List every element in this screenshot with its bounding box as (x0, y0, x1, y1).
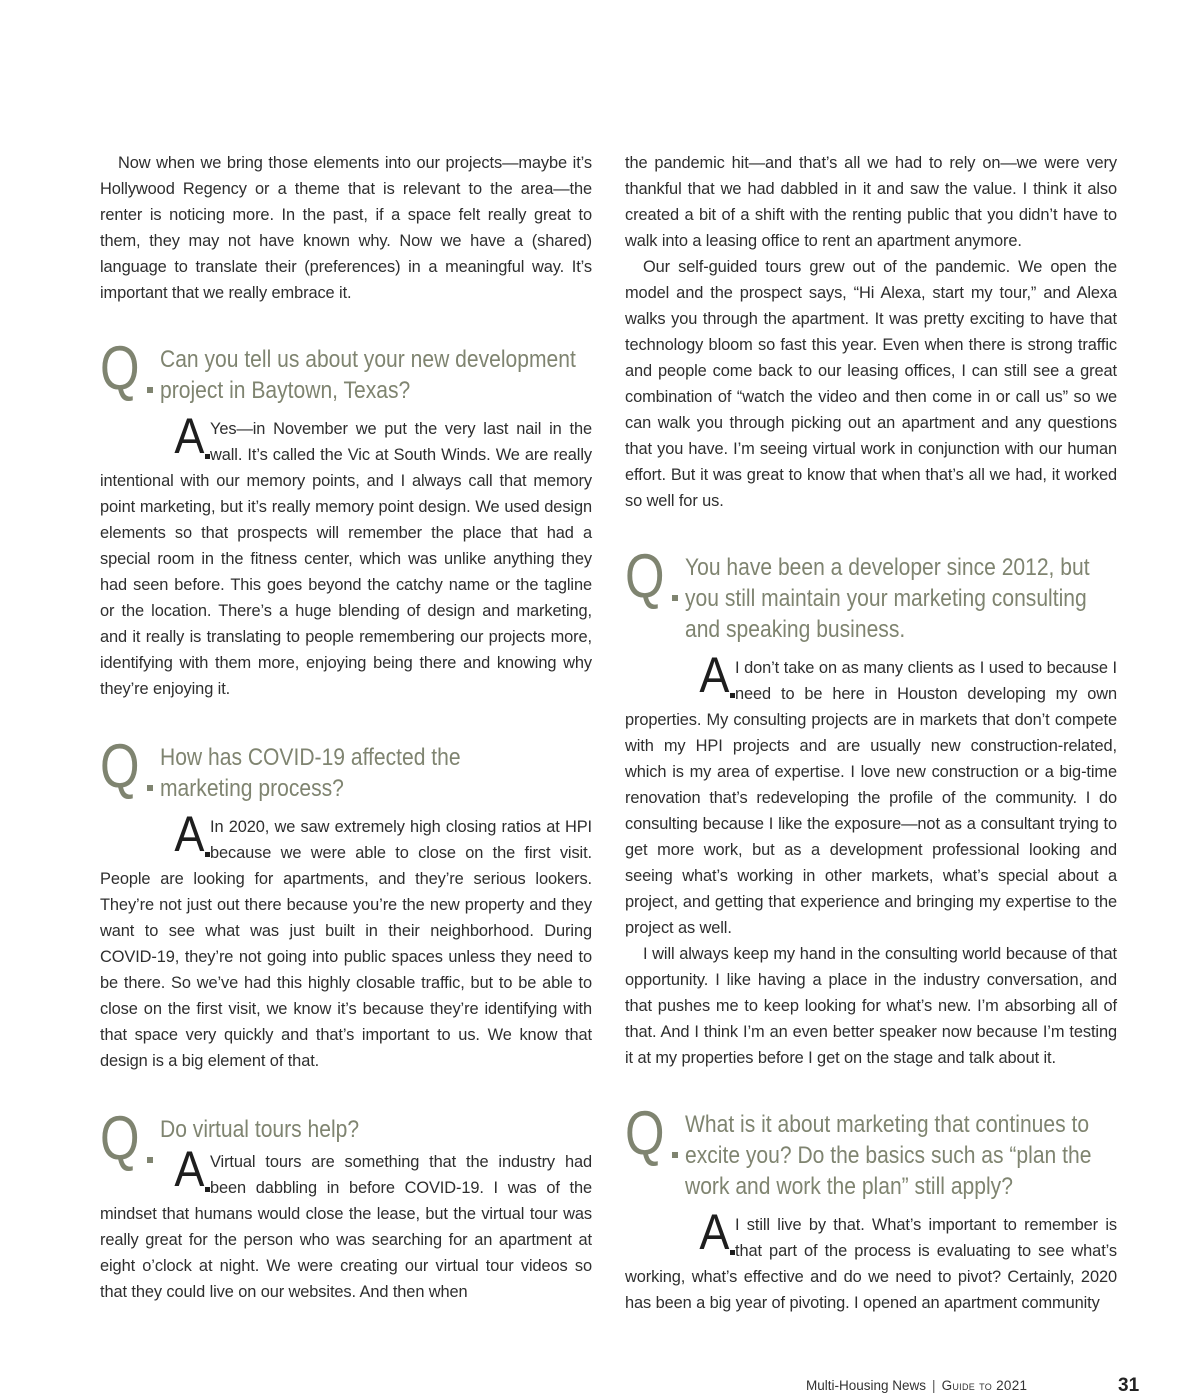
question-4-line-3: and speaking business. (685, 616, 906, 643)
question-2-line-2: marketing process? (160, 775, 344, 802)
q-dot (672, 595, 678, 601)
a-dot (205, 852, 210, 857)
self-guided-tours-paragraph: Our self-guided tours grew out of the pandemic. We open the model and the prospect says, “Hi Alexa, start my tour,” and Alexa walks you through the apartment. It was pretty exciting to have that technology bloom so fast this year. Even when there is strong traffic and people come back to our leasing offices, I can still see a great combination of “watch the video and then come in or call us” so we can walk you through picking out an apartment and any questions that you have. I’m seeing virtual work in conjunction with our human effort. But it was great to know that when that’s all we had, it worked so well for us. (625, 258, 1117, 510)
a-marker-wrap (625, 647, 735, 707)
question-1-line-1: Can you tell us about your new development (160, 346, 576, 373)
page-footer (806, 1378, 1027, 1393)
intro-paragraph: Now when we bring those elements into our projects—maybe it’s Hollywood Regency or a theme that is relevant to the area—the renter is noticing more. In the past, if a space felt really great to them, they may not have known why. Now we have a (shared) language to translate their (preferences) in a meaningful way. It’s important that we really embrace it. (100, 154, 592, 302)
a-marker: A (173, 806, 204, 862)
a-marker-wrap (100, 408, 210, 468)
q-marker: Q (625, 1099, 665, 1168)
question-4 (625, 542, 1117, 645)
a-dot (730, 1250, 735, 1255)
publication-name: Multi-Housing News (806, 1378, 927, 1393)
question-5-line-2: excite you? Do the basics such as “plan the (685, 1142, 1092, 1169)
answer-4-text: I don’t take on as many clients as I used to because I need to be here in Houston developing my own properties. My consulting projects are in markets that don’t compete with my HPI projects and are usually new construction-related, which is my area of expertise. I love new construction or a big-time renovation that’s redeveloping the profile of the community. I do consulting because I like the exposure—not as a consultant trying to get more work, but as a development professional looking and seeing what’s working in other markets, what’s special about a project, and getting that experience and bringing my expertise to the project as well. (625, 659, 1117, 937)
a-marker-wrap (625, 1204, 735, 1264)
a-dot (730, 693, 735, 698)
answer-4 (625, 647, 1117, 1071)
question-2-line-1: How has COVID-19 affected the (160, 744, 461, 771)
q-dot (147, 387, 153, 393)
right-column (625, 150, 1117, 1316)
question-3-line-1: Do virtual tours help? (160, 1116, 360, 1143)
q-marker: Q (100, 732, 140, 801)
q-dot (147, 785, 153, 791)
q-dot (672, 1152, 678, 1158)
a-marker-wrap (100, 806, 210, 866)
question-4-line-2: you still maintain your marketing consulting (685, 585, 1087, 612)
q-marker: Q (100, 334, 140, 403)
answer-1-text: Yes—in November we put the very last nail in the wall. It’s called the Vic at South Winds. We are really intentional with our memory points, and I always call that memory point marketing, but it’s really memory point design. We used design elements so that prospects will remember the place that had a special room in the fitness center, which was unlike anything they had seen before. This goes beyond the catchy name or the tagline or the location. There’s a huge blending of design and marketing, and it really is translating to people remembering our projects more, identifying with them more, enjoying being there and knowing why they’re enjoying it. (100, 420, 592, 698)
answer-2 (100, 806, 592, 1074)
q-marker: Q (625, 542, 665, 611)
question-5-line-3: work and work the plan” still apply? (685, 1173, 1013, 1200)
question-4-line-1: You have been a developer since 2012, but (685, 554, 1090, 581)
a-dot (205, 1187, 210, 1192)
question-1-line-2: project in Baytown, Texas? (160, 377, 411, 404)
answer-5-text: I still live by that. What’s important to remember is that part of the process is evaluating to see what’s working, what’s effective and do we need to pivot? Certainly, 2020 has been a big year of pivoting. I opened an apartment community (625, 1216, 1117, 1312)
a-marker-wrap (100, 1141, 210, 1201)
page-number: 31 (1118, 1375, 1140, 1396)
answer-1 (100, 408, 592, 702)
a-marker: A (173, 1141, 204, 1197)
answer-3-text: Virtual tours are something that the industry had been dabbling in before COVID-19. I was of the mindset that humans would close the lease, but the virtual tour was really great for the person who was searching for an apartment at eight o’clock at night. We were creating our virtual tour videos so that they could live on our websites. And then when (100, 1153, 592, 1301)
answer-3 (100, 1141, 592, 1305)
a-marker: A (173, 408, 204, 464)
left-column (100, 150, 592, 1305)
a-marker: A (698, 1204, 729, 1260)
question-5 (625, 1099, 1117, 1202)
answer-5 (625, 1204, 1117, 1316)
a-dot (205, 454, 210, 459)
a-marker: A (698, 647, 729, 703)
continuation-paragraph: the pandemic hit—and that’s all we had to rely on—we were very thankful that we had dabbled in it and saw the value. I think it also created a bit of a shift with the renting public that you didn’t have to walk into a leasing office to rent an apartment anymore. (625, 154, 1117, 250)
answer-2-text: In 2020, we saw extremely high closing ratios at HPI because we were able to close on the first visit. People are looking for apartments, and they’re serious lookers. They’re not just out there because you’re the new property and they want to see what was just built in their neighborhood. During COVID-19, they’re not going into public spaces unless they need to be there. So we’ve had this highly closable traffic, but to be able to close on the first visit, we know it’s because they’re identifying with that space very quickly and that’s important to us. We know that design is a big element of that. (100, 818, 592, 1070)
answer-4-text-2: I will always keep my hand in the consulting world because of that opportunity. I like having a place in the industry conversation, and that pushes me to keep looking for what’s new. I’m absorbing all of that. And I think I’m an even better speaker now because I’m testing it at my properties before I get on the stage and talk about it. (625, 945, 1117, 1067)
guide-title: Guide to 2021 (941, 1378, 1028, 1393)
question-5-line-1: What is it about marketing that continues to (685, 1111, 1090, 1138)
question-2 (100, 732, 592, 804)
q-marker: Q (100, 1104, 140, 1173)
footer-separator: | (932, 1378, 936, 1393)
question-1 (100, 334, 592, 406)
